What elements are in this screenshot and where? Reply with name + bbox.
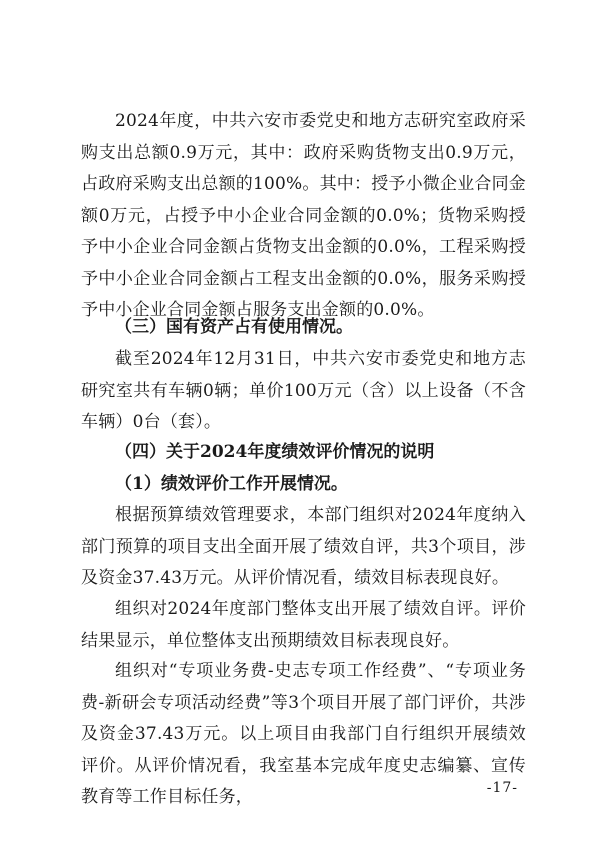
page-number: -17- <box>486 780 518 796</box>
subheading-evaluation-work: （1）绩效评价工作开展情况。 <box>115 474 348 494</box>
heading-performance-evaluation: （四）关于2024年度绩效评价情况的说明 <box>115 442 435 462</box>
paragraph-procurement: 2024年度，中共六安市委党史和地方志研究室政府采购支出总额0.9万元，其中：政府采购货物支出0.9万元，占政府采购支出总额的100%。其中：授予小微企业合同金额0万元，占授予中小企业合同金额的0.0%；货物采购授予中小企业合同金额占货物支出金额的0.0%，工程采购授予中小企业合同金额占工程支出金额的0.0%，服务采购授予中小企业合同金额占服务支出金额的0.0%。 <box>81 111 526 320</box>
paragraph-overall-self-evaluation: 组织对2024年度部门整体支出开展了绩效自评。评价结果显示，单位整体支出预期绩效目标表现良好。 <box>81 599 526 651</box>
paragraph-department-evaluation: 组织对“专项业务费-史志专项工作经费”、“专项业务费-新研会专项活动经费”等3个项目开展了部门评价，共涉及资金37.43万元。以上项目由我部门自行组织开展绩效评价。从评价情况看，我室基本完成年度史志编纂、宣传教育等工作目标任务， <box>81 661 526 807</box>
heading-state-assets: （三）国有资产占有使用情况。 <box>115 317 353 337</box>
paragraph-state-assets: 截至2024年12月31日，中共六安市委党史和地方志研究室共有车辆0辆；单价100万元（含）以上设备（不含车辆）0台（套）。 <box>81 349 526 432</box>
paragraph-project-self-evaluation: 根据预算绩效管理要求，本部门组织对2024年度纳入部门预算的项目支出全面开展了绩效自评，共3个项目，涉及资金37.43万元。从评价情况看，绩效目标表现良好。 <box>81 505 526 588</box>
